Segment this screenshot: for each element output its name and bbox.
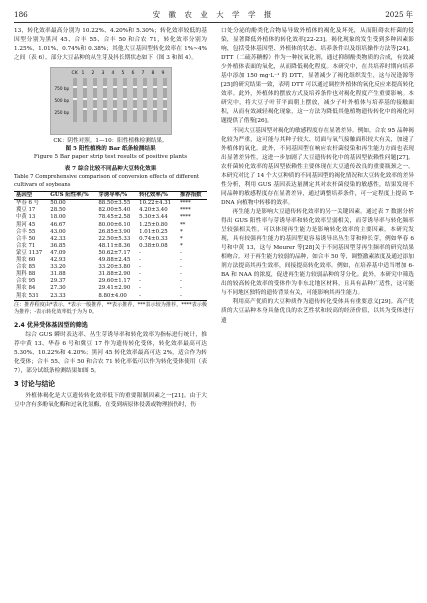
lane-label: 5 [121, 71, 125, 77]
strip-lane [83, 78, 87, 122]
table-cell: 82.00±5.40 [98, 207, 131, 214]
strip-band [143, 98, 147, 100]
table-header-cell: 推荐指数 [178, 192, 207, 200]
table-cell: * [179, 242, 183, 249]
lane-label: 9 [161, 71, 165, 77]
strip-lane [93, 78, 97, 122]
strip-band [133, 86, 137, 88]
table-cell: - [179, 257, 182, 264]
table-cell: * [179, 235, 183, 242]
lane-label: 4 [111, 71, 115, 77]
table-cell: - [139, 249, 141, 256]
strip-band [163, 108, 167, 110]
lane-label: 1 [81, 71, 85, 77]
table-cell: * [179, 228, 183, 235]
table-cell: 18.00 [50, 214, 66, 221]
right-paragraph-1: 口处分泌的酚类化合物易导致外植体的褐化及坏死，从而阻碍农杆菌的侵染，显著降低外植体的转化效率[22-23]。褐化现象的发生受到多种因素影响，包括受体基因型、外植体的状态、培养条件以及组培操作方法等[24]。DTT（二硫苏糖醇）作为一种抗氧化剂，通过抑制酚类物质的合成，有效减少外植体表面的氧化，从而降低褐化程度。本研究中，在共培养时期向培养基中添加 150 mg·L⁻¹ 的 DTT，显著减少了褐化组织发生，这与况逢源等[25]的研究结果一致，表明 DTT 可以通过调控外植体的氧化反应来提高转化效率。此外，外植体的摆放方式及培养条件也对褐化程度产生重要影响。本研究中，将大豆子叶节平面朝上摆放，减少子叶外植体与培养基的接触面积，从而有效减轻褐化现象，这一方法为降低其他植物遗传转化中的褐化问题提供了借鉴[26]。 [221, 28, 414, 125]
table-cell: - [139, 285, 141, 292]
table-cell: 0.74±0.33 [139, 235, 168, 242]
table-cell: 合农 71 [16, 242, 36, 249]
right-paragraph-2: 不同大豆基因型对褐化的敏感程度存在显著差异。例如，合农 95 品种褐化较为严重，这可能与其种子较大、切面与氧气接触面积较大有关，加速了外植体的氧化。此外，不同基因型在响应农杆菌侵染和再生能力方面也表现出显著差异性，这进一步加剧了大豆遗传转化中的基因型依赖性问题[27]。农杆菌转化效率的基因型依赖性主要体现在大豆遗传改良的重要瓶颈之一。本研究对比了 14 个大豆种质的不同基因型的褐化情况和大豆转化效率的差异性分析，利用 GUS 基因表达量测定其对农杆菌侵染的敏感性，结果发现不同品种的敏感程度存在显著差异，通过调整培养条件，可一定程度上提高 T-DNA 向植物中转移的效率。 [221, 127, 414, 206]
strip-band [123, 86, 127, 88]
running-header [14, 8, 413, 23]
strip-band [163, 86, 167, 88]
paper-strip-figure [50, 67, 172, 135]
strip-band [143, 108, 147, 110]
table-title-cn: 表 7 综合比较不同品种大豆转化效果 [64, 166, 157, 173]
table-cell: 合农 95 [16, 278, 36, 285]
strip-band [153, 98, 157, 100]
figure-legend: CK：阴性对照。1—10：阳性植株检测结果。 [53, 138, 168, 145]
strip-lane [103, 78, 107, 122]
table-row [14, 229, 207, 236]
section-3-text: 外植体褐化是大豆遗传转化效率低下的重要限制因素之一[21]。由于大豆中含有多酚氧化酶和过氧化氢酶，在受到病原体侵袭或物理损伤时，伤 [14, 392, 207, 408]
table-cell: 10.22±4.31 [139, 200, 172, 207]
table-row [14, 236, 207, 243]
table-cell: 42.93 [50, 257, 66, 264]
strip-lane [113, 78, 117, 122]
table-cell: 29.41±2.90 [98, 285, 131, 292]
table-cell: 49.88±2.45 [98, 257, 131, 264]
table-header-cell: 转化效率/% [137, 192, 178, 200]
table-cell: 0.38±0.08 [139, 242, 168, 249]
strip-band [153, 86, 157, 88]
table-cell: 合农 85 [16, 264, 36, 271]
table-cell: - [137, 293, 178, 301]
table-cell: 华春 6 号 [16, 200, 40, 207]
table-row [14, 214, 207, 221]
table-body [14, 200, 207, 300]
table-row [14, 257, 207, 264]
table-cell: 48.11±8.36 [98, 242, 131, 249]
table-cell: 黑科 88 [16, 271, 36, 278]
strip-lane [153, 78, 157, 122]
table-cell: 33.20±3.80 [98, 264, 131, 271]
table-cell: ** [179, 221, 186, 228]
table-cell: - [179, 249, 182, 256]
size-marker-label: 500 bp [54, 98, 70, 104]
section-2-4-text: 综合 GUS 瞬时表达率、丛生芽诱导率和转化效率为指标进行统计，推荐中黄 13、华春 6 号和冀豆 17 作为遗传转化受体，转化效率最高可达 5.30%、10.22%和 4.20%；黑河 45 转化效率最高可达 2%，适合作为转化受体；合丰 55、合丰 50 和合农 71 转化率低可以作为转化受体使用（表 7），部分试纸条检测结果如图 5。 [14, 331, 207, 374]
strip-band [143, 86, 147, 88]
table-cell: 黑农 531 [14, 293, 48, 301]
table-cell: 47.09 [50, 249, 66, 256]
strip-band [113, 86, 117, 88]
table-cell: 23.33 [48, 293, 96, 301]
size-marker-label: 750 bp [54, 86, 70, 92]
table-cell: - [139, 257, 141, 264]
table-cell: 46.67 [50, 221, 66, 228]
strip-band [83, 98, 87, 100]
table-cell: 黑农 60 [16, 257, 36, 264]
strip-band [103, 108, 107, 110]
table-row [14, 285, 207, 292]
table-cell: 50.00 [50, 200, 66, 207]
table-cell: **** [179, 200, 191, 207]
section-3-title: 3 讨论与结论 [14, 379, 56, 388]
table-cell: 1.01±0.25 [139, 228, 168, 235]
table-cell: 33.20 [50, 264, 66, 271]
strip-lane [143, 78, 147, 122]
strip-band [163, 98, 167, 100]
lane-label: 3 [101, 71, 105, 77]
table-cell: - [139, 278, 141, 285]
table-cell: - [179, 271, 182, 278]
left-top-paragraph: 13，转化效率最高分别为 10.22%、4.20%和 5.30%；转化效率较低的基因型分别为黑河 45、合丰 55、合丰 50 和合农 71，转化效率分别为 1.25%、1.01%、0.74%和 0.38%；其他大豆基因型转化效率在 1%~4%之间（表 6）。部分大豆品种的从生芽及抖长期状态如下（图 3 和图 4）。 [14, 28, 207, 62]
figure-caption-cn: 图 5 阳性植株的 Bar 纸条检测结果 [65, 146, 156, 153]
strip-band [83, 86, 87, 88]
size-marker-label: 250 bp [54, 110, 70, 116]
table-cell: 黑农 84 [16, 285, 36, 292]
left-column [14, 27, 207, 410]
lane-label: 2 [91, 71, 95, 77]
strip-band [93, 98, 97, 100]
lane-label: CK [71, 71, 78, 77]
table-cell: 50.62±7.17 [98, 249, 131, 256]
table-cell: - [178, 293, 207, 301]
strip-band [73, 98, 77, 100]
table-row [14, 264, 207, 271]
strip-band [133, 108, 137, 110]
table-cell: 42.33 [50, 235, 66, 242]
table-row [14, 207, 207, 214]
table-cell: 8.80±4.00 [96, 293, 137, 301]
table-cell: 黑河 45 [16, 221, 36, 228]
table-cell: - [139, 271, 141, 278]
table-cell: - [179, 278, 182, 285]
journal-name: 安 徽 农 业 大 学 学 报 [152, 10, 275, 19]
strip-band [113, 108, 117, 110]
table-footnote: 注：推荐程度由*表示，*表示一般推荐，**表示推荐，***表示较为推荐，****表示极为推荐；-表示转化效率低于为为 0。 [14, 301, 207, 316]
table-header-row [14, 192, 207, 200]
section-2-4-title: 2.4 优异受体基因型的筛选 [14, 321, 88, 329]
table-cell: 31.88±2.90 [98, 271, 131, 278]
table-row [14, 293, 207, 301]
strip-lane [163, 78, 167, 122]
strip-band [123, 108, 127, 110]
table-cell: 蒙豆 1137 [16, 249, 43, 256]
table-cell: 78.45±2.58 [98, 214, 131, 221]
table-cell: 合丰 55 [16, 228, 36, 235]
table-cell: 88.50±3.55 [98, 200, 131, 207]
table-cell: 22.50±5.33 [98, 235, 131, 242]
page-number: 186 [14, 10, 28, 19]
right-column [221, 27, 414, 326]
lane-label: 7 [141, 71, 145, 77]
table-cell: 27.30 [50, 285, 66, 292]
strip-band [153, 108, 157, 110]
table-cell: 31.88 [50, 271, 66, 278]
table-row [14, 250, 207, 257]
figure-caption-en: Figure 5 Bar paper strip test results of positive plants [33, 154, 188, 161]
table-cell: 4.20±3.40 [139, 207, 168, 214]
table-cell: 28.50 [50, 207, 66, 214]
table-cell: **** [179, 214, 191, 221]
table-header-cell: 芽诱导率/% [96, 192, 137, 200]
strip-band [103, 86, 107, 88]
table-title-en: Table 7 Comprehensive comparison of conversion effects of different cultivars of soybeans [14, 174, 200, 189]
table-cell: 43.00 [50, 228, 66, 235]
strip-lane [73, 78, 77, 122]
table-cell: 29.37 [50, 278, 66, 285]
right-paragraph-3: 再生能力是影响大豆遗传转化效率的另一关键因素。通过表 7 数据分析得出 GUS 阳性率与芽诱导率和转化效率呈弱相关，而芽诱导率与转化频率呈较强相关性，可以体现再生能力是影响转化效率的主要因素。本研究发现，具有较强再生能力的基因型更容易诱导出丛生芽和伸长芽，例如华春 6 号和中黄 13，这与 Meurer 等[28]关于不同基因型芽再生频率的研究结果相吻合。对于再生能力较弱的品种，如合丰 50 等，调整激素浓度及通过添加剂方法提高其再生效率，间接提高转化效率。例如，在培养基中适当增加 6-BA 和 NAA 的浓度，促进再生能力较弱品种的芽分化。此外，本研究中筛选出的较高转化效率的受体作为非东北地区材料，且具有品种广适性，这可能与不同地区独特的遗传背景有关，可能影响其再生能力。 [221, 208, 414, 297]
strip-band [73, 86, 77, 88]
table-header-cell: 基因型 [14, 192, 48, 200]
table-cell: 5.30±3.44 [139, 214, 168, 221]
table-cell: 合丰 50 [16, 235, 36, 242]
table-cell: - [179, 264, 182, 271]
table-cell: 29.60±1.17 [98, 278, 131, 285]
table-row [14, 243, 207, 250]
publication-year: 2025 年 [385, 10, 413, 19]
table-row [14, 222, 207, 229]
strip-band [133, 98, 137, 100]
table-cell: 冀豆 17 [16, 207, 36, 214]
table-cell: - [139, 264, 141, 271]
strip-band [103, 98, 107, 100]
lane-label: 8 [151, 71, 155, 77]
comparison-table [14, 191, 207, 300]
strip-lane [133, 78, 137, 122]
table-cell: 1.25±0.80 [139, 221, 168, 228]
table-cell: 26.85±3.90 [98, 228, 131, 235]
table-cell: **** [179, 207, 191, 214]
strip-lane [123, 78, 127, 122]
strip-band [83, 108, 87, 110]
table-row [14, 200, 207, 208]
right-paragraph-4: 利用高产优质的大豆种质作为遗传转化受体具有重要意义[29]。高产优质的大豆品种本身具备优良的农艺性状和较高的经济价值，以其为受体进行遗 [221, 299, 414, 324]
table-cell: 80.00±6.10 [98, 221, 131, 228]
lane-label: 6 [131, 71, 135, 77]
table-row [14, 278, 207, 285]
table-cell: 36.85 [50, 242, 66, 249]
table-cell: 中黄 13 [16, 214, 36, 221]
strip-band [123, 98, 127, 100]
table-header-cell: GUS 阳性率/% [48, 192, 96, 200]
strip-band [113, 98, 117, 100]
strip-band [93, 108, 97, 110]
table-row [14, 271, 207, 278]
table-cell: - [179, 285, 182, 292]
strip-band [93, 86, 97, 88]
